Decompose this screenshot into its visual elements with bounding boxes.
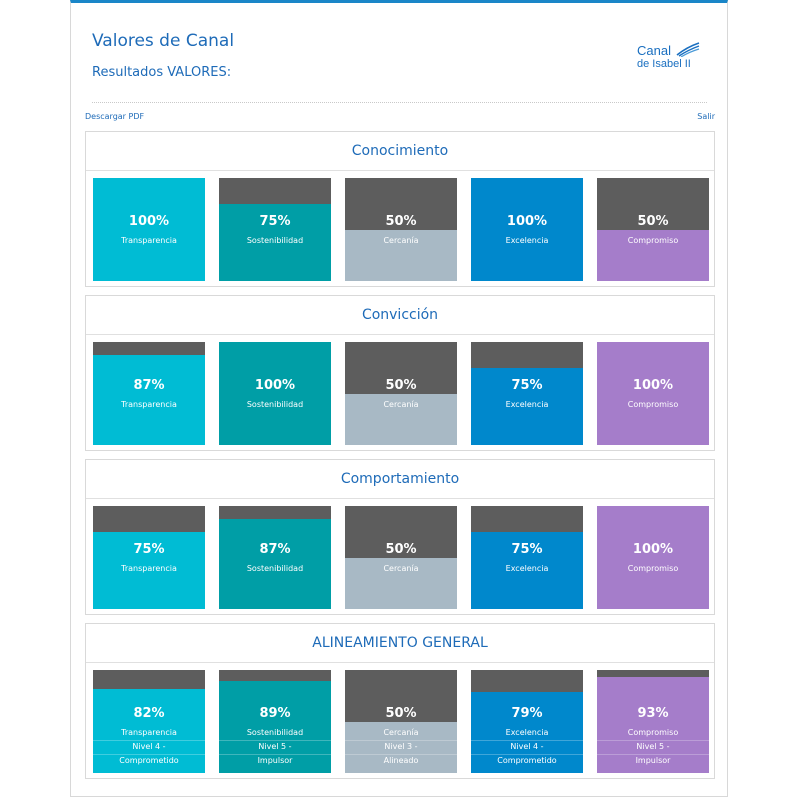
row-separator	[219, 740, 331, 741]
value-percent: 100%	[506, 214, 548, 229]
value-label: Cercanía	[383, 728, 419, 737]
level-number: Nivel 5 -	[636, 742, 670, 751]
section-comportamiento	[85, 459, 715, 615]
page-title: Valores de Canal	[92, 31, 235, 51]
value-label: Transparencia	[121, 400, 177, 409]
value-card-compromiso	[597, 178, 709, 281]
value-label: Sostenibilidad	[246, 728, 304, 737]
level-number: Nivel 3 -	[384, 742, 418, 751]
row-separator	[345, 740, 457, 741]
logo-line-1: Canal	[637, 43, 671, 58]
value-card-transparencia	[93, 506, 205, 609]
value-label: Excelencia	[505, 400, 549, 409]
value-label: Cercanía	[383, 564, 419, 573]
value-label: Excelencia	[505, 564, 549, 573]
value-card-excelencia	[471, 670, 583, 773]
value-percent: 75%	[259, 214, 291, 229]
value-percent: 89%	[259, 706, 291, 721]
value-card-sostenibilidad	[219, 342, 331, 445]
level-name: Impulsor	[635, 756, 671, 765]
value-fill-bar	[219, 342, 331, 445]
row-separator	[93, 740, 205, 741]
row-separator	[345, 754, 457, 755]
results-page	[70, 0, 728, 797]
value-percent: 79%	[511, 706, 543, 721]
value-card-cercania	[345, 670, 457, 773]
row-separator	[471, 754, 583, 755]
value-card-sostenibilidad	[219, 506, 331, 609]
value-card-sostenibilidad	[219, 670, 331, 773]
download-pdf-link[interactable]: Descargar PDF	[85, 112, 145, 121]
value-label: Transparencia	[121, 236, 177, 245]
section-conviccion	[85, 295, 715, 451]
value-percent: 100%	[128, 214, 170, 229]
value-card-transparencia	[93, 670, 205, 773]
value-percent: 50%	[385, 378, 417, 393]
value-card-transparencia	[93, 178, 205, 281]
value-percent: 100%	[632, 378, 674, 393]
value-card-compromiso	[597, 506, 709, 609]
level-name: Comprometido	[497, 756, 557, 765]
section-alineamiento-general	[85, 623, 715, 779]
value-card-sostenibilidad	[219, 178, 331, 281]
value-card-cercania	[345, 506, 457, 609]
level-name: Impulsor	[257, 756, 293, 765]
value-card-excelencia	[471, 342, 583, 445]
exit-link[interactable]: Salir	[697, 112, 715, 121]
value-label: Compromiso	[627, 728, 679, 737]
value-percent: 75%	[133, 542, 165, 557]
value-card-compromiso	[597, 342, 709, 445]
value-label: Sostenibilidad	[246, 236, 304, 245]
value-label: Transparencia	[121, 564, 177, 573]
value-percent: 50%	[385, 706, 417, 721]
header-divider	[92, 102, 707, 103]
value-label: Compromiso	[627, 236, 679, 245]
section-title: Conocimiento	[86, 132, 714, 171]
value-percent: 50%	[385, 542, 417, 557]
logo-wave-icon	[675, 41, 701, 57]
value-percent: 50%	[385, 214, 417, 229]
value-label: Cercanía	[383, 400, 419, 409]
canal-isabel-logo	[637, 41, 707, 77]
value-label: Sostenibilidad	[246, 564, 304, 573]
value-label: Sostenibilidad	[246, 400, 304, 409]
value-card-cercania	[345, 178, 457, 281]
level-name: Comprometido	[119, 756, 179, 765]
value-fill-bar	[597, 506, 709, 609]
value-label: Excelencia	[505, 728, 549, 737]
row-separator	[597, 740, 709, 741]
value-card-transparencia	[93, 342, 205, 445]
value-fill-bar	[93, 178, 205, 281]
value-percent: 93%	[637, 706, 669, 721]
value-label: Cercanía	[383, 236, 419, 245]
value-percent: 75%	[511, 378, 543, 393]
row-separator	[93, 754, 205, 755]
value-percent: 87%	[133, 378, 165, 393]
value-percent: 100%	[254, 378, 296, 393]
section-title: ALINEAMIENTO GENERAL	[86, 624, 714, 663]
section-title: Comportamiento	[86, 460, 714, 499]
row-separator	[597, 754, 709, 755]
value-card-cercania	[345, 342, 457, 445]
value-percent: 87%	[259, 542, 291, 557]
value-percent: 82%	[133, 706, 165, 721]
page-subtitle: Resultados VALORES:	[92, 65, 232, 80]
value-label: Transparencia	[121, 728, 177, 737]
value-percent: 100%	[632, 542, 674, 557]
level-name: Alineado	[383, 756, 419, 765]
value-label: Compromiso	[627, 400, 679, 409]
value-fill-bar	[471, 178, 583, 281]
value-card-excelencia	[471, 506, 583, 609]
section-conocimiento	[85, 131, 715, 287]
value-percent: 75%	[511, 542, 543, 557]
value-card-excelencia	[471, 178, 583, 281]
logo-line-2: de Isabel II	[637, 58, 691, 70]
value-percent: 50%	[637, 214, 669, 229]
level-number: Nivel 4 -	[132, 742, 166, 751]
row-separator	[219, 754, 331, 755]
section-title: Convicción	[86, 296, 714, 335]
row-separator	[471, 740, 583, 741]
value-label: Compromiso	[627, 564, 679, 573]
value-label: Excelencia	[505, 236, 549, 245]
value-fill-bar	[597, 342, 709, 445]
level-number: Nivel 4 -	[510, 742, 544, 751]
value-card-compromiso	[597, 670, 709, 773]
level-number: Nivel 5 -	[258, 742, 292, 751]
